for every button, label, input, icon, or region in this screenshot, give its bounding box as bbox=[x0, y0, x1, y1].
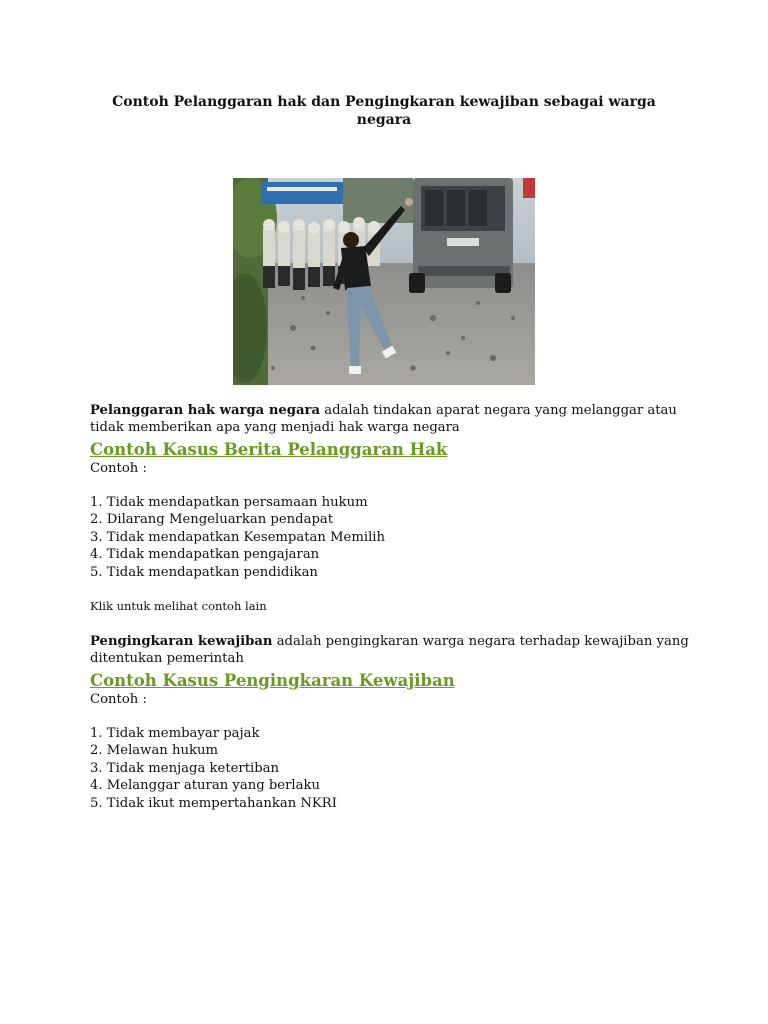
contoh-label-kewajiban: Contoh : bbox=[90, 692, 147, 708]
content-body bbox=[90, 402, 690, 812]
contoh-label-hak: Contoh : bbox=[90, 461, 147, 476]
list-item: 4. Melanggar aturan yang berlaku bbox=[90, 778, 320, 794]
list-pengingkaran-kewajiban bbox=[90, 725, 690, 812]
document-title: Contoh Pelanggaran hak dan Pengingkaran kewajiban sebagai warga negara bbox=[112, 94, 656, 128]
link-contoh-kasus-pelanggaran-hak[interactable]: Contoh Kasus Berita Pelanggaran Hak bbox=[90, 440, 448, 459]
list-item: 5. Tidak mendapatkan pendidikan bbox=[90, 564, 318, 580]
list-item: 1. Tidak membayar pajak bbox=[90, 726, 260, 742]
list-item: 2. Melawan hukum bbox=[90, 743, 218, 759]
list-item: 5. Tidak ikut mempertahankan NKRI bbox=[90, 795, 337, 811]
term-pengingkaran-kewajiban: Pengingkaran kewajiban bbox=[90, 634, 273, 650]
definition-paragraph-hak bbox=[90, 402, 690, 436]
section-kewajiban bbox=[90, 633, 690, 812]
definition-text-hak: adalah tindakan aparat negara yang melanggar atau tidak memberikan apa yang menjadi hak warga negara bbox=[90, 403, 677, 435]
riot-photo bbox=[233, 178, 535, 385]
definition-paragraph-kewajiban bbox=[90, 633, 690, 667]
list-item: 1. Tidak mendapatkan persamaan hukum bbox=[90, 495, 368, 510]
more-examples-note: Klik untuk melihat contoh lain bbox=[90, 599, 267, 614]
term-pelanggaran-hak: Pelanggaran hak warga negara bbox=[90, 403, 321, 418]
list-item: 4. Tidak mendapatkan pengajaran bbox=[90, 547, 320, 563]
definition-text-kewajiban: adalah pengingkaran warga negara terhadap kewajiban yang ditentukan pemerintah bbox=[90, 634, 689, 667]
list-pelanggaran-hak bbox=[90, 494, 690, 581]
list-item: 3. Tidak mendapatkan Kesempatan Memilih bbox=[90, 529, 386, 545]
list-item: 2. Dilarang Mengeluarkan pendapat bbox=[90, 512, 334, 528]
link-contoh-kasus-pengingkaran-kewajiban[interactable]: Contoh Kasus Pengingkaran Kewajiban bbox=[90, 671, 455, 691]
list-item: 3. Tidak menjaga ketertiban bbox=[90, 760, 280, 776]
